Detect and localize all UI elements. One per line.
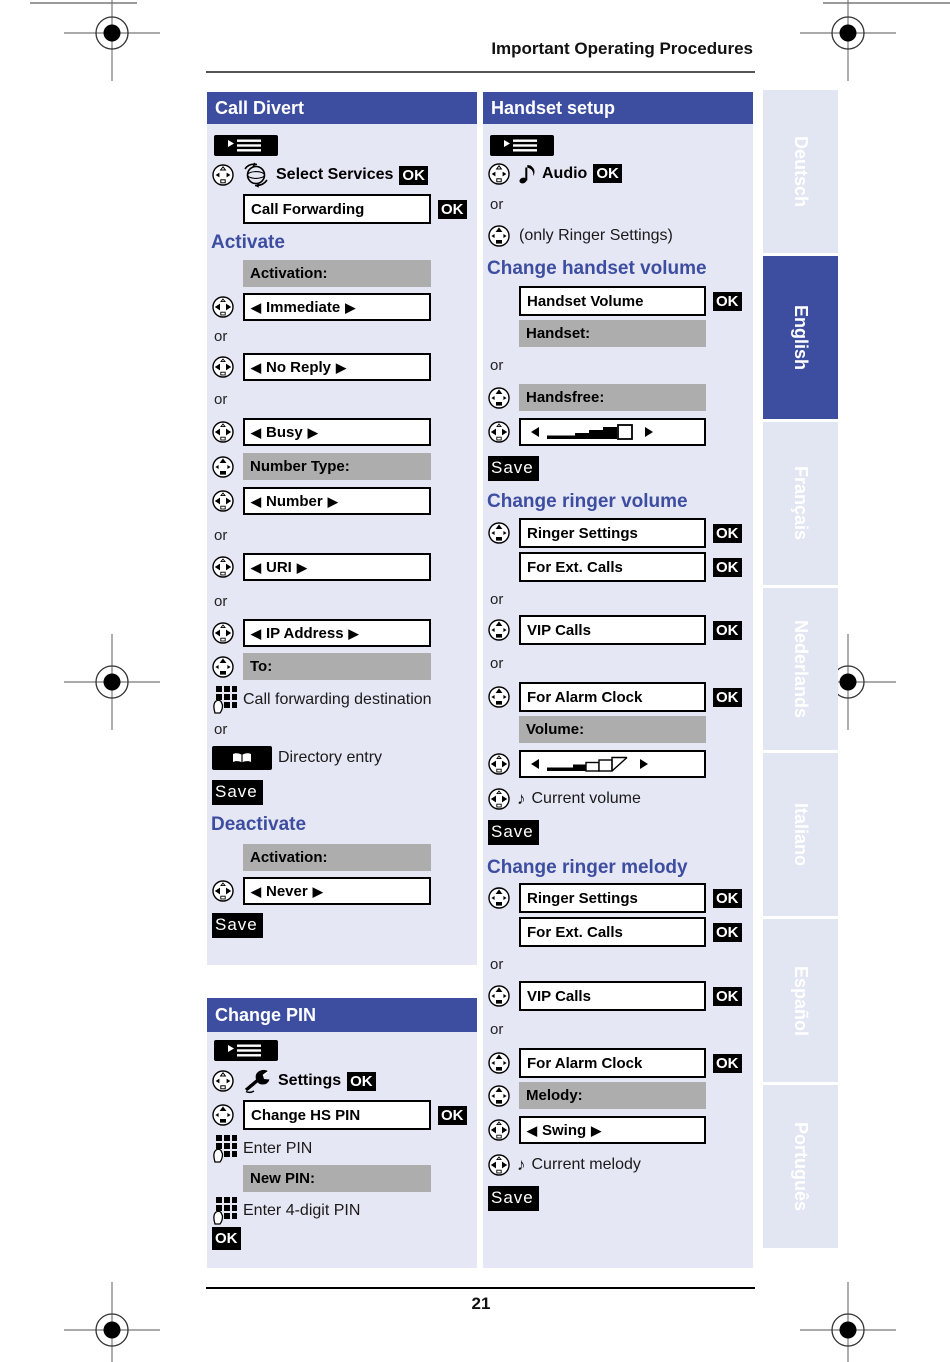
busy-option	[243, 418, 431, 446]
current-volume-label: Current volume	[531, 789, 641, 807]
change-pin-section	[207, 998, 477, 1268]
change-ringer-volume-heading: Change ringer volume	[487, 491, 688, 512]
settings-label: Settings	[278, 1072, 342, 1089]
activation-label: Activation:	[250, 849, 328, 866]
navigate-key-up-down-icon	[212, 654, 237, 679]
right-arrow-icon: ▶	[348, 625, 359, 641]
left-arrow-icon: ◀	[251, 424, 261, 440]
deactivate-heading: Deactivate	[211, 814, 307, 835]
right-arrow-icon: ▶	[327, 493, 338, 509]
navigate-key-up-down-icon	[488, 984, 513, 1009]
for-ext-calls-field	[519, 917, 706, 947]
language-tab-portugues: Português	[763, 1085, 838, 1248]
left-arrow-icon: ◀	[251, 559, 261, 575]
navigate-key-up-down-icon	[488, 385, 513, 410]
swing-option	[519, 1116, 706, 1144]
keypad-icon	[212, 687, 237, 712]
number-type-field	[243, 453, 431, 480]
navigate-key-left-right-icon	[212, 489, 237, 514]
navigate-key-left-right-icon	[488, 420, 513, 445]
footer-rule	[206, 1287, 755, 1289]
navigate-key-up-down-icon	[488, 521, 513, 546]
current-melody-label: Current melody	[531, 1155, 641, 1173]
melody-field	[519, 1082, 706, 1109]
ringer-volume-bar-field	[519, 750, 706, 778]
navigate-key-icon	[212, 163, 237, 188]
ok-key: OK	[713, 524, 742, 543]
or-label: or	[490, 655, 504, 672]
or-label: or	[214, 328, 228, 345]
save-key: Save	[212, 913, 263, 938]
volume-label: Volume:	[526, 721, 585, 738]
right-arrow-icon: ▶	[591, 1122, 602, 1138]
or-label: or	[214, 721, 228, 738]
handsfree-field	[519, 384, 706, 411]
ringer-volume-bar-icon	[527, 754, 652, 774]
language-tab-deutsch: Deutsch	[763, 90, 838, 253]
navigate-key-left-right-icon	[488, 1118, 513, 1143]
left-arrow-icon: ◀	[251, 883, 261, 899]
handset-label: Handset:	[526, 325, 591, 342]
ip-address-option	[243, 619, 431, 647]
or-label: or	[490, 357, 504, 374]
never-label: Never	[266, 882, 308, 900]
navigate-key-up-down-icon	[212, 454, 237, 479]
vip-calls-field	[519, 615, 706, 645]
left-arrow-icon: ◀	[527, 1122, 537, 1138]
or-label: or	[214, 391, 228, 408]
ok-key: OK	[713, 621, 742, 640]
ok-key: OK	[713, 292, 742, 311]
language-tab-english: English	[763, 256, 838, 419]
to-label: To:	[250, 658, 273, 675]
navigate-key-up-down-icon	[488, 886, 513, 911]
left-arrow-icon: ◀	[251, 625, 261, 641]
page-title: Important Operating Procedures	[491, 39, 753, 58]
right-arrow-icon: ▶	[336, 359, 347, 375]
ok-key: OK	[212, 1227, 241, 1250]
navigate-key-left-right-icon	[212, 555, 237, 580]
save-key: Save	[488, 1186, 539, 1211]
vip-calls-field	[519, 981, 706, 1011]
call-divert-section	[207, 92, 477, 965]
registration-mark-icon	[64, 1282, 160, 1362]
swing-label: Swing	[542, 1121, 587, 1139]
language-tab-nederlands: Nederlands	[763, 588, 838, 751]
handset-setup-section	[483, 92, 753, 1268]
right-arrow-icon: ▶	[296, 559, 307, 575]
change-hs-pin-label: Change HS PIN	[251, 1106, 361, 1124]
right-arrow-icon: ▶	[307, 424, 318, 440]
no-reply-label: No Reply	[266, 358, 332, 376]
handset-volume-bar-field	[519, 418, 706, 446]
navigate-key-left-right-icon	[488, 1152, 513, 1177]
for-ext-calls-label: For Ext. Calls	[527, 923, 623, 941]
ip-address-label: IP Address	[266, 624, 344, 642]
language-tab-francais: Français	[763, 422, 838, 585]
uri-option	[243, 553, 431, 581]
language-tab-espanol: Español	[763, 919, 838, 1082]
ringer-settings-field	[519, 518, 706, 548]
ok-key: OK	[713, 1054, 742, 1073]
melody-label: Melody:	[526, 1087, 583, 1104]
registration-mark-icon	[64, 634, 160, 730]
for-ext-calls-label: For Ext. Calls	[527, 558, 623, 576]
or-label: or	[490, 1021, 504, 1038]
page-number: 21	[471, 1294, 491, 1313]
vip-calls-label: VIP Calls	[527, 621, 591, 639]
for-alarm-clock-label: For Alarm Clock	[527, 688, 643, 706]
right-arrow-icon: ▶	[312, 883, 323, 899]
ok-key: OK	[713, 889, 742, 908]
or-label: or	[214, 593, 228, 610]
menu-key-icon	[490, 135, 554, 156]
navigate-key-up-down-icon	[488, 1051, 513, 1076]
for-alarm-clock-field	[519, 682, 706, 712]
navigate-key-left-right-icon	[212, 355, 237, 380]
navigate-key-icon	[488, 161, 513, 186]
left-arrow-icon: ◀	[251, 359, 261, 375]
number-label: Number	[266, 492, 323, 510]
language-tab-italiano: Italiano	[763, 753, 838, 916]
registration-mark-icon	[800, 0, 896, 81]
change-ringer-melody-heading: Change ringer melody	[487, 857, 688, 878]
handset-volume-label: Handset Volume	[527, 292, 644, 310]
ok-key: OK	[438, 1106, 467, 1125]
navigate-key-up-down-icon	[488, 223, 513, 248]
to-field	[243, 653, 431, 680]
call-forwarding-field	[243, 194, 431, 224]
save-key: Save	[488, 820, 539, 845]
volume-field	[519, 716, 706, 743]
menu-key-icon	[214, 135, 278, 156]
never-option	[243, 877, 431, 905]
audio-icon	[518, 164, 536, 184]
ringer-settings-field	[519, 883, 706, 913]
number-type-label: Number Type:	[250, 458, 350, 475]
enter-4digit-pin-label: Enter 4-digit PIN	[243, 1201, 361, 1219]
navigate-key-up-down-icon	[488, 685, 513, 710]
uri-label: URI	[266, 558, 292, 576]
settings-icon	[242, 1068, 272, 1094]
ringer-settings-label: Ringer Settings	[527, 889, 638, 907]
navigate-key-left-right-icon	[488, 752, 513, 777]
activation-field	[243, 260, 431, 287]
or-label: or	[490, 196, 504, 213]
or-label: or	[214, 527, 228, 544]
ok-key: OK	[438, 200, 467, 219]
ok-key: OK	[713, 987, 742, 1006]
activate-heading: Activate	[211, 232, 285, 253]
save-key: Save	[212, 780, 263, 805]
navigate-key-left-right-icon	[212, 879, 237, 904]
change-hs-pin-field	[243, 1100, 431, 1130]
no-reply-option	[243, 353, 431, 381]
audio-label: Audio	[542, 164, 588, 182]
activation-field	[243, 844, 431, 871]
only-ringer-settings-note: (only Ringer Settings)	[519, 226, 673, 244]
registration-mark-icon	[800, 1282, 896, 1362]
select-services-icon	[242, 162, 270, 188]
ok-key: OK	[399, 166, 428, 185]
call-forwarding-label: Call Forwarding	[251, 200, 365, 218]
note-icon: ♪	[517, 788, 526, 808]
busy-label: Busy	[266, 423, 303, 441]
save-key: Save	[488, 456, 539, 481]
registration-mark-icon	[64, 0, 160, 81]
for-alarm-clock-label: For Alarm Clock	[527, 1054, 643, 1072]
ok-key: OK	[713, 923, 742, 942]
keypad-icon	[212, 1198, 237, 1223]
for-ext-calls-field	[519, 552, 706, 582]
select-services-label: Select Services	[276, 166, 394, 183]
or-label: or	[490, 956, 504, 973]
new-pin-field	[243, 1165, 431, 1192]
note-icon: ♪	[517, 1154, 526, 1174]
header-rule	[206, 71, 755, 73]
navigate-key-up-down-icon	[488, 618, 513, 643]
menu-key-icon	[214, 1040, 278, 1061]
directory-key-icon	[212, 746, 272, 770]
or-label: or	[490, 591, 504, 608]
ok-key: OK	[713, 688, 742, 707]
volume-level-bar-icon	[527, 422, 657, 442]
right-arrow-icon: ▶	[345, 299, 356, 315]
ok-key: OK	[347, 1072, 376, 1091]
language-sidebar	[763, 90, 838, 1248]
keypad-icon	[212, 1136, 237, 1161]
immediate-option	[243, 293, 431, 321]
change-pin-header: Change PIN	[207, 998, 477, 1032]
destination-note: Call forwarding destination	[243, 690, 432, 708]
navigate-key-icon	[212, 1069, 237, 1094]
for-alarm-clock-field	[519, 1048, 706, 1078]
navigate-key-up-down-icon	[212, 1103, 237, 1128]
navigate-key-up-down-icon	[488, 1083, 513, 1108]
activation-label: Activation:	[250, 265, 328, 282]
call-divert-header: Call Divert	[207, 92, 477, 124]
vip-calls-label: VIP Calls	[527, 987, 591, 1005]
ok-key: OK	[713, 558, 742, 577]
enter-pin-label: Enter PIN	[243, 1139, 313, 1157]
number-option	[243, 487, 431, 515]
navigate-key-left-right-icon	[212, 621, 237, 646]
navigate-key-left-right-icon	[212, 295, 237, 320]
ringer-settings-label: Ringer Settings	[527, 524, 638, 542]
ok-key: OK	[593, 164, 622, 183]
navigate-key-left-right-icon	[212, 420, 237, 445]
handsfree-label: Handsfree:	[526, 389, 605, 406]
navigate-key-left-right-icon	[488, 786, 513, 811]
new-pin-label: New PIN:	[250, 1170, 316, 1187]
left-arrow-icon: ◀	[251, 493, 261, 509]
handset-volume-field	[519, 286, 706, 316]
handset-field	[519, 320, 706, 347]
directory-entry-label: Directory entry	[278, 749, 383, 766]
left-arrow-icon: ◀	[251, 299, 261, 315]
handset-setup-header: Handset setup	[483, 92, 753, 124]
change-handset-volume-heading: Change handset volume	[487, 258, 707, 279]
immediate-label: Immediate	[266, 298, 341, 316]
